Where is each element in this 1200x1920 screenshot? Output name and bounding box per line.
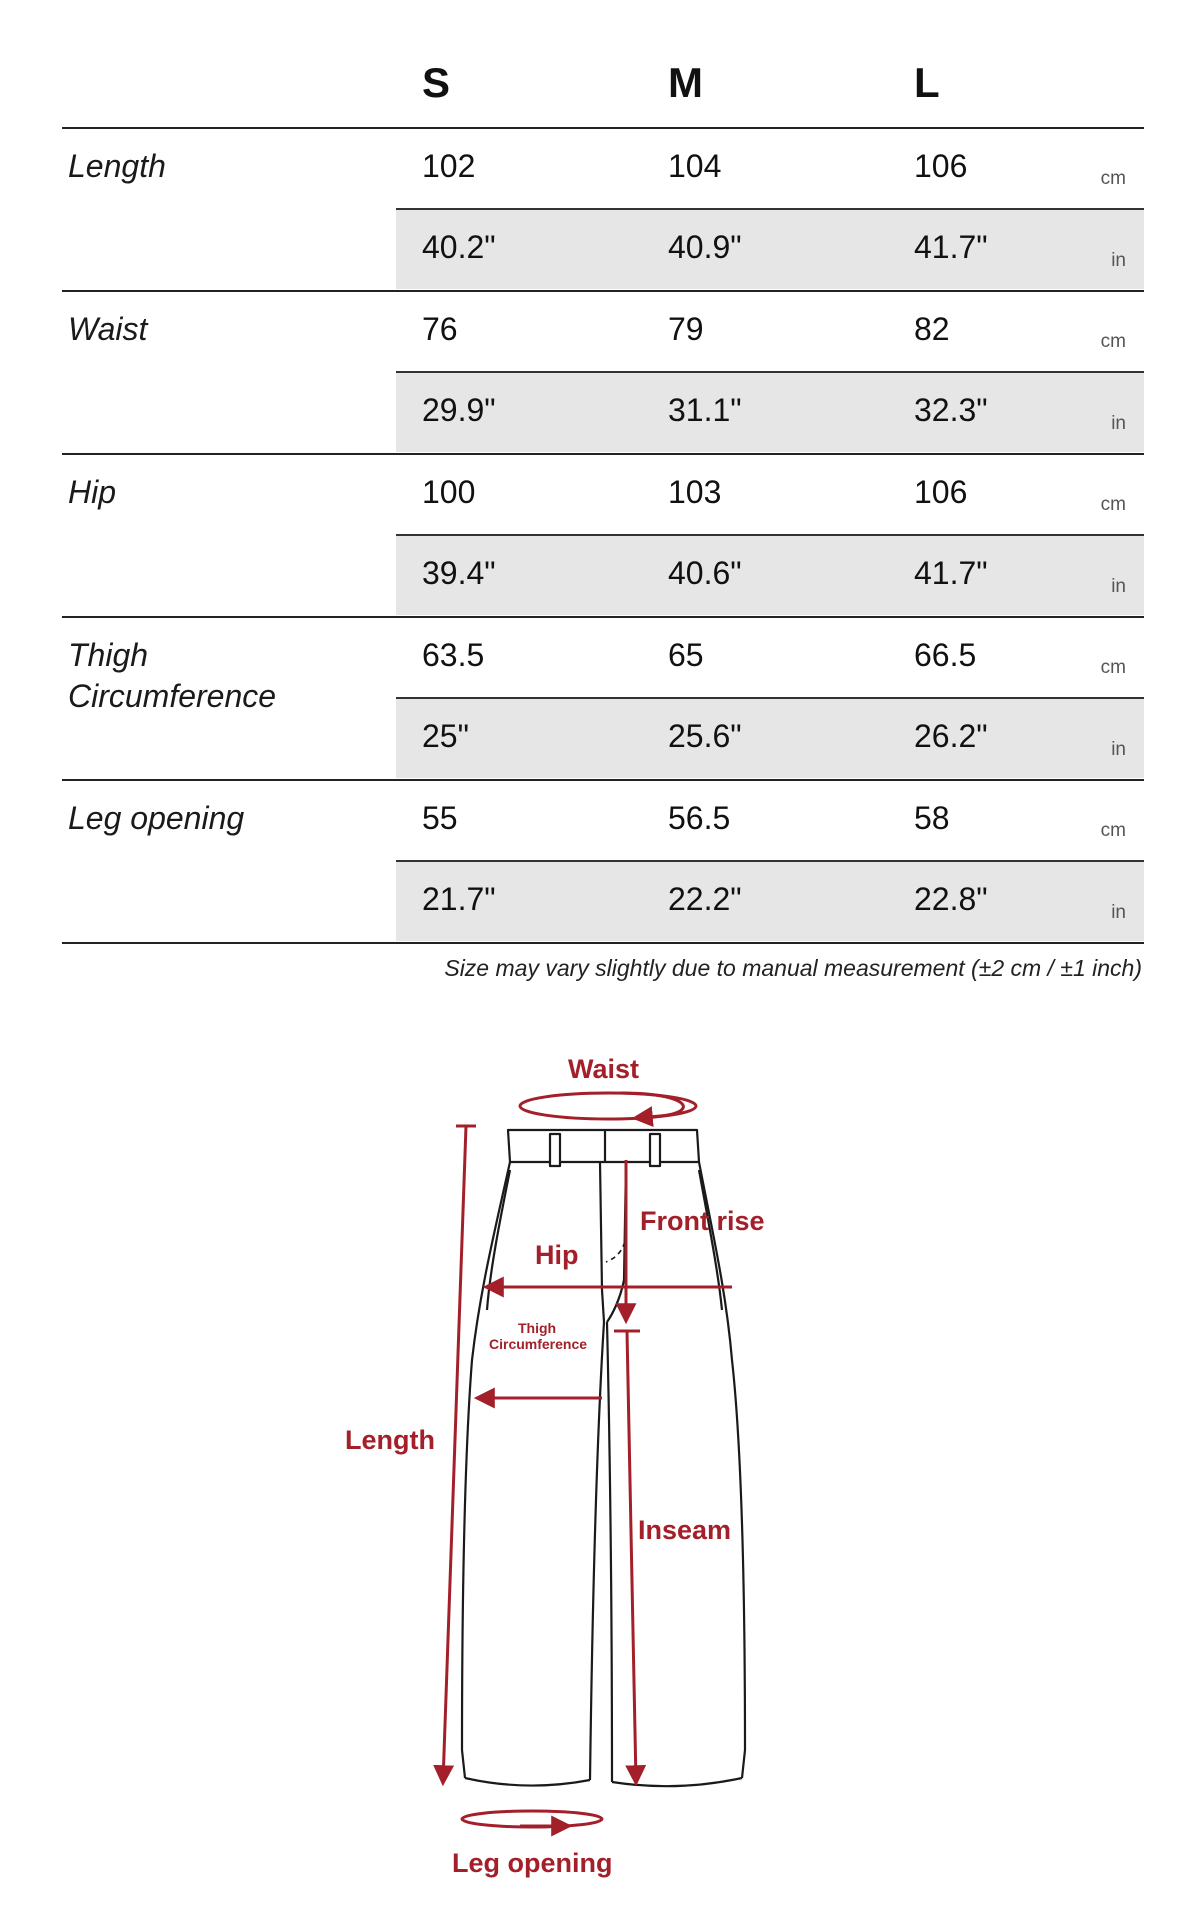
cell-thigh-m-in: 25.6" (668, 718, 742, 754)
unit-in: in (1111, 902, 1126, 923)
inseam-label: Inseam (638, 1515, 732, 1545)
cell-waist-s-cm: 76 (422, 311, 458, 347)
size-head-m: M (668, 59, 703, 106)
table-rule (62, 616, 1144, 618)
unit-in: in (1111, 576, 1126, 597)
cell-length-s-in: 40.2" (422, 229, 496, 265)
cell-length-m-in: 40.9" (668, 229, 742, 265)
cell-thigh-m-cm: 65 (668, 637, 704, 673)
inch-row-shade (396, 210, 1144, 289)
cell-waist-m-cm: 79 (668, 311, 704, 347)
table-rule (62, 779, 1144, 781)
cell-waist-l-in: 32.3" (914, 392, 988, 428)
cell-waist-m-in: 31.1" (668, 392, 742, 428)
cell-leg-s-in: 21.7" (422, 881, 496, 917)
unit-cm: cm (1100, 168, 1126, 189)
cell-length-l-in: 41.7" (914, 229, 988, 265)
table-rule (62, 127, 1144, 129)
cell-length-s-cm: 102 (422, 148, 476, 184)
cell-length-l-cm: 106 (914, 148, 968, 184)
unit-cm: cm (1100, 657, 1126, 678)
cell-leg-l-in: 22.8" (914, 881, 988, 917)
cell-leg-m-in: 22.2" (668, 881, 742, 917)
pants-measurement-diagram (0, 1030, 1200, 1910)
row-label-thigh-2: Circumference (68, 678, 277, 714)
unit-cm: cm (1100, 331, 1126, 352)
cell-hip-s-cm: 100 (422, 474, 476, 510)
row-divider (396, 208, 1144, 210)
circumference-label: Circumference (489, 1336, 588, 1352)
cell-leg-m-cm: 56.5 (668, 800, 731, 836)
row-label-thigh: Thigh (68, 637, 149, 673)
inch-row-shade (396, 862, 1144, 941)
length-label: Length (345, 1425, 435, 1455)
leg-opening-label: Leg opening (452, 1848, 613, 1878)
size-head-l: L (914, 59, 940, 106)
unit-in: in (1111, 250, 1126, 271)
row-divider (396, 697, 1144, 699)
unit-cm: cm (1100, 820, 1126, 841)
cell-waist-l-cm: 82 (914, 311, 950, 347)
row-label-leg-opening: Leg opening (68, 800, 245, 836)
cell-waist-s-in: 29.9" (422, 392, 496, 428)
row-label-length: Length (68, 148, 166, 184)
inch-row-shade (396, 536, 1144, 615)
table-rule (62, 453, 1144, 455)
row-divider (396, 860, 1144, 862)
size-chart-table (62, 0, 1144, 981)
table-rule (62, 942, 1144, 944)
unit-in: in (1111, 739, 1126, 760)
cell-thigh-s-cm: 63.5 (422, 637, 485, 673)
table-rule (62, 290, 1144, 292)
unit-in: in (1111, 413, 1126, 434)
inch-row-shade (396, 699, 1144, 778)
cell-leg-l-cm: 58 (914, 800, 950, 836)
size-head-s: S (422, 59, 451, 106)
measurement-note: Size may vary slightly due to manual measurement (±2 cm / ±1 inch) (444, 955, 1142, 981)
cell-leg-s-cm: 55 (422, 800, 458, 836)
row-label-hip: Hip (68, 474, 117, 510)
cell-hip-m-cm: 103 (668, 474, 722, 510)
row-label-waist: Waist (68, 311, 148, 347)
size-header-row (62, 0, 1144, 128)
cell-hip-l-cm: 106 (914, 474, 968, 510)
hip-label: Hip (535, 1240, 579, 1270)
cell-thigh-l-in: 26.2" (914, 718, 988, 754)
thigh-label: Thigh (518, 1320, 557, 1336)
pants-illustration (0, 1030, 1200, 1910)
cell-hip-m-in: 40.6" (668, 555, 742, 591)
inch-row-shade (396, 373, 1144, 452)
front-rise-label: Front rise (640, 1206, 765, 1236)
unit-cm: cm (1100, 494, 1126, 515)
cell-thigh-l-cm: 66.5 (914, 637, 977, 673)
cell-hip-s-in: 39.4" (422, 555, 496, 591)
row-divider (396, 534, 1144, 536)
waist-label: Waist (568, 1054, 640, 1084)
cell-thigh-s-in: 25" (422, 718, 469, 754)
cell-hip-l-in: 41.7" (914, 555, 988, 591)
cell-length-m-cm: 104 (668, 148, 722, 184)
row-divider (396, 371, 1144, 373)
